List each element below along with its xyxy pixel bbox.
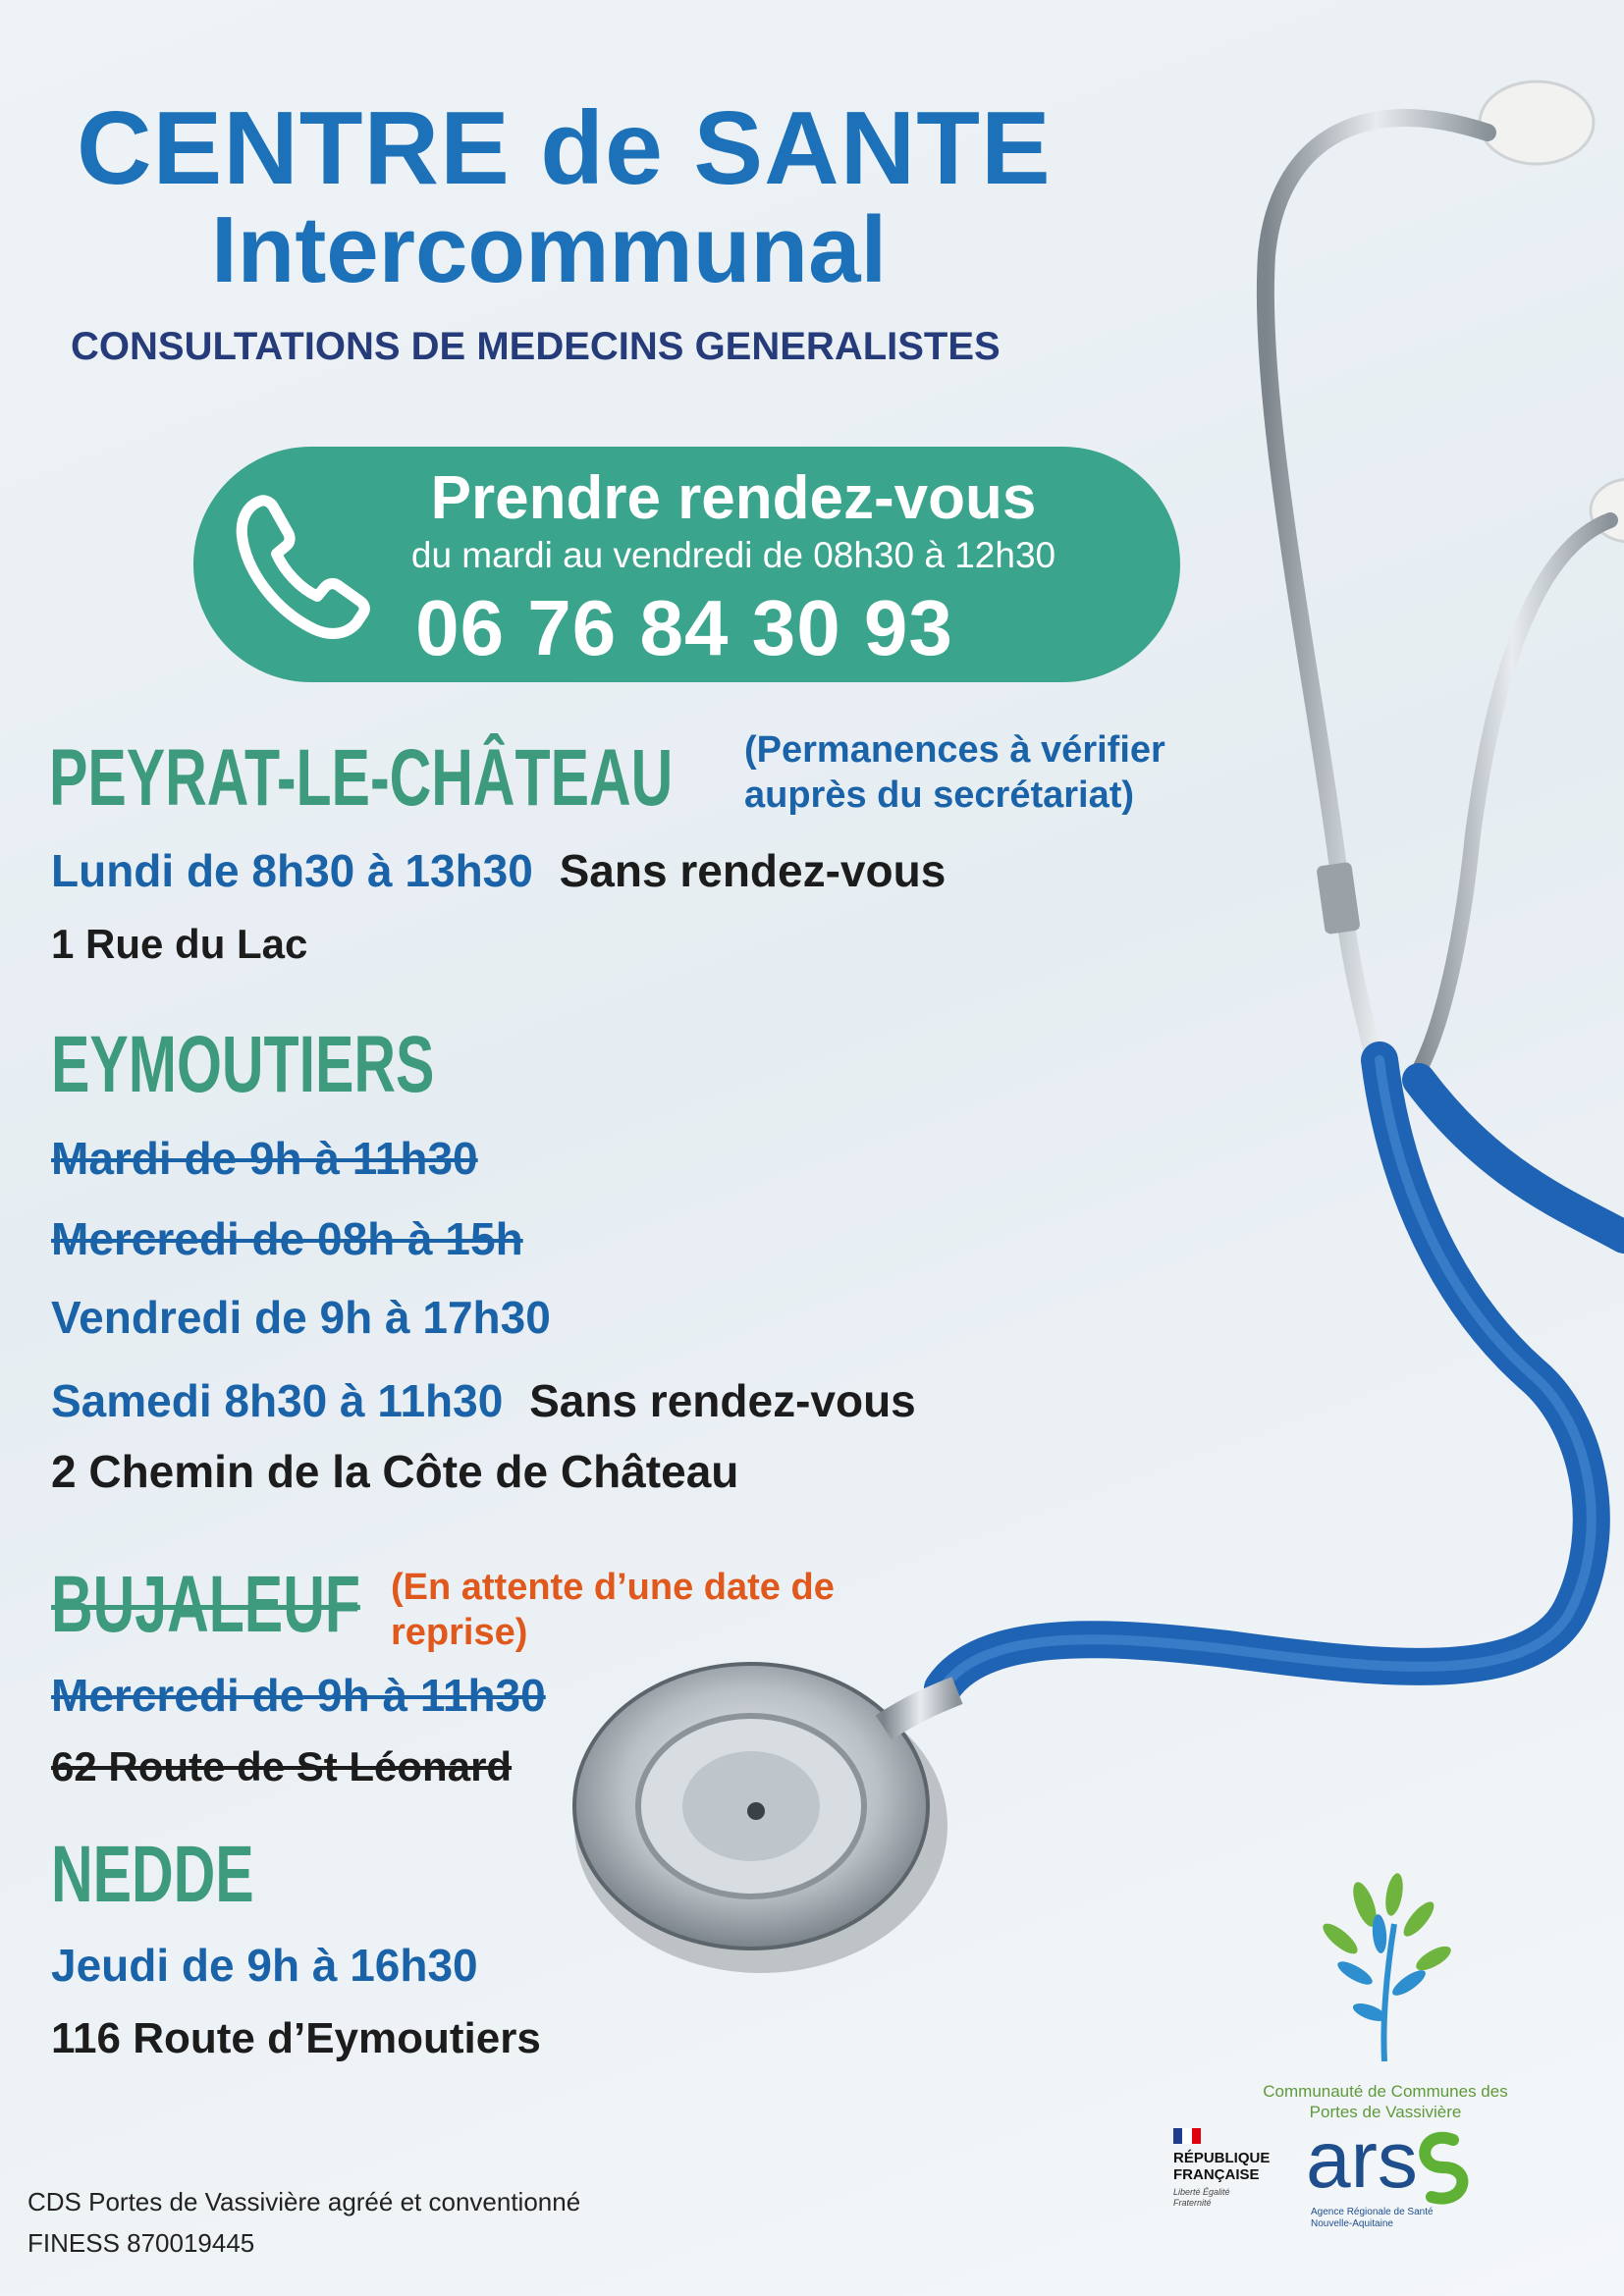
- schedule-time: Lundi de 8h30 à 13h30: [51, 845, 533, 896]
- location-note-peyrat-2: auprès du secrétariat): [744, 774, 1135, 816]
- flag-icon: [1173, 2128, 1201, 2144]
- ars-logo-icon: [1306, 2110, 1483, 2218]
- address-bujaleuf: 62 Route de St Léonard: [51, 1743, 513, 1789]
- appointment-hours: du mardi au vendredi de 08h30 à 12h30: [410, 535, 1056, 575]
- address-eymoutiers: 2 Chemin de la Côte de Château: [51, 1446, 739, 1497]
- location-note-bujaleuf-1: (En attente d’une date de: [391, 1567, 835, 1608]
- page-title: CENTRE de SANTE: [77, 90, 1052, 206]
- page-title-line2: Intercommunal: [211, 197, 888, 302]
- schedule-bujaleuf: Mercredi de 9h à 11h30: [51, 1670, 546, 1721]
- ars-logo-text: ars: [1306, 2115, 1418, 2205]
- community-logo-text: Communauté de Communes des Portes de Vassivière: [1263, 2082, 1508, 2121]
- address-peyrat: 1 Rue du Lac: [51, 921, 308, 967]
- location-name-eymoutiers: EYMOUTIERS: [51, 1020, 435, 1109]
- community-logo-icon: [1247, 1865, 1522, 2071]
- schedule-mode: Sans rendez-vous: [559, 845, 947, 896]
- ars-subtitle: Agence Régionale de Santé Nouvelle-Aquitaine: [1311, 2207, 1434, 2229]
- schedule-time: Samedi 8h30 à 11h30: [51, 1375, 504, 1426]
- schedule-eymoutiers-wednesday: Mercredi de 08h à 15h: [51, 1213, 523, 1264]
- footer-approval: CDS Portes de Vassivière agréé et conventionné: [27, 2187, 581, 2216]
- schedule-nedde: Jeudi de 9h à 16h30: [51, 1940, 478, 1991]
- republique-motto: Liberté Égalité Fraternité: [1173, 2187, 1230, 2208]
- location-note-peyrat-1: (Permanences à vérifier: [744, 729, 1165, 771]
- schedule-eymoutiers-tuesday: Mardi de 9h à 11h30: [51, 1133, 478, 1184]
- schedule-eymoutiers-friday: Vendredi de 9h à 17h30: [51, 1292, 551, 1343]
- schedule-eymoutiers-saturday: [51, 1374, 916, 1427]
- footer-finess: FINESS 870019445: [27, 2228, 255, 2258]
- location-note-bujaleuf-2: reprise): [391, 1612, 528, 1653]
- appointment-title: Prendre rendez-vous: [430, 464, 1037, 532]
- appointment-banner: [193, 447, 1180, 682]
- location-name-nedde: NEDDE: [51, 1830, 254, 1919]
- address-nedde: 116 Route d’Eymoutiers: [51, 2014, 541, 2062]
- page-subtitle: CONSULTATIONS DE MEDECINS GENERALISTES: [71, 325, 1001, 368]
- republique-name: RÉPUBLIQUE FRANÇAISE: [1173, 2150, 1271, 2183]
- appointment-phone: 06 76 84 30 93: [415, 584, 953, 671]
- location-name-peyrat: PEYRAT-LE-CHÂTEAU: [49, 733, 674, 823]
- location-name-bujaleuf: BUJALEUF: [51, 1560, 360, 1649]
- schedule-peyrat: [51, 844, 946, 897]
- schedule-mode: Sans rendez-vous: [529, 1375, 916, 1426]
